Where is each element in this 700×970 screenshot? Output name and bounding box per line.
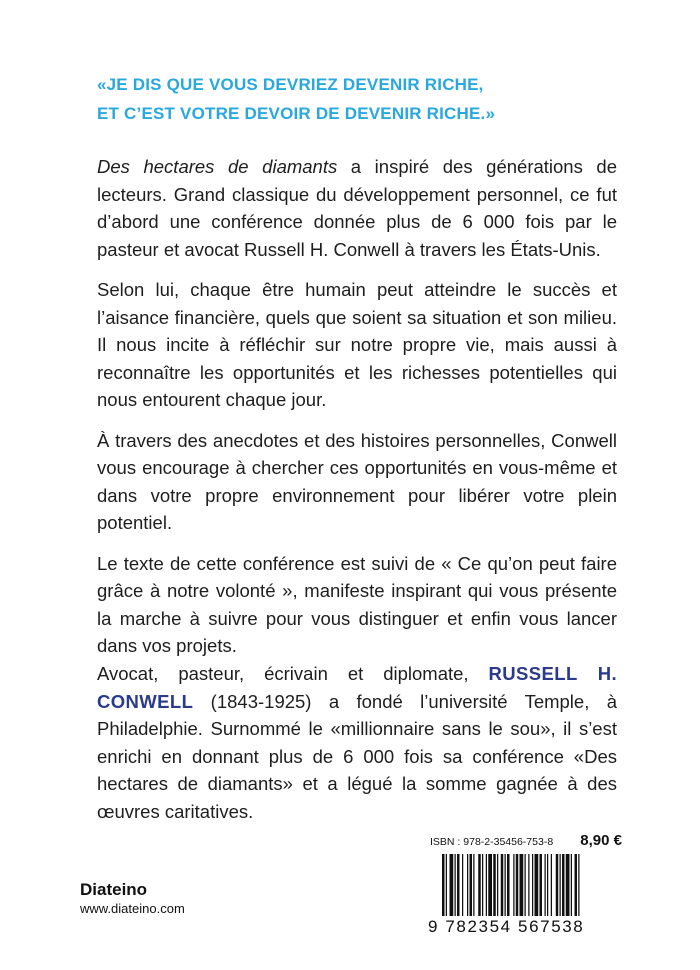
publisher-url[interactable]: www.diateino.com: [80, 901, 185, 916]
barcode-bar: [551, 854, 552, 916]
barcode-bar: [493, 854, 496, 916]
barcode-bar: [505, 854, 506, 916]
isbn-row: [428, 832, 624, 852]
description-paragraph-1: [97, 153, 617, 263]
publisher-name: Diateino: [80, 880, 148, 899]
barcode-bar: [457, 854, 460, 916]
quote-line-1: «JE DIS QUE VOUS DEVRIEZ DEVENIR RICHE,: [97, 75, 484, 94]
barcode-bar: [566, 854, 570, 916]
description-paragraph-1-text: a inspiré des générations de lecteurs. Grand classique du développement personnel, ce fut d’abord une conférence donnée plus de 6 000 fois par le pasteur et avocat Russell H. Conwell à travers les États-Unis.: [97, 156, 617, 260]
barcode-bar: [450, 854, 454, 916]
barcode-bar: [571, 854, 572, 916]
quote-line-2: ET C’EST VOTRE DEVOIR DE DEVENIR RICHE.»: [97, 104, 496, 123]
author-bio-paragraph: [97, 660, 617, 825]
barcode-bar: [486, 854, 487, 916]
barcode-bar: [497, 854, 498, 916]
barcode-bar: [545, 854, 546, 916]
barcode-bar: [482, 854, 483, 916]
barcode-bar: [488, 854, 492, 916]
barcode-bar: [562, 854, 565, 916]
barcode-bar: [525, 854, 526, 916]
barcode-bar: [556, 854, 559, 916]
description-paragraph-3: À travers des anecdotes et des histoires personnelles, Conwell vous encourage à chercher ces opportunités en vous-même et dans votre propre environnement pour libérer votre plein potentiel.: [97, 429, 617, 533]
author-bio-text: (1843-1925) a fondé l’université Temple, à Philadelphie. Surnommé le «millionnaire sans le sou», il s’est enrichi en donnant plus de 6 000 fois sa conférence «Des hectares de diamants» et a légué la somme gagnée à des œuvres caritatives.: [97, 690, 617, 822]
description-paragraph-2: Selon lui, chaque être humain peut atteindre le succès et l’aisance financière, quels que soient sa situation et son milieu. Il nous incite à réfléchir sur notre propre vie, mais aussi à reconnaître les opportunités et les richesses potentielles qui nous entourent chaque jour.: [97, 279, 617, 410]
barcode-bar: [507, 854, 510, 916]
author-name: RUSSELL H. CONWELL: [97, 663, 617, 712]
author-bio: [97, 660, 617, 825]
barcode-bar: [513, 854, 514, 916]
description-paragraph-4: Le texte de cette conférence est suivi de « Ce qu’on peut faire grâce à notre volonté », manifeste inspirant qui vous présente la marche à suivre pour vous distinguer et enfin vous lancer dans vos projets.: [97, 552, 617, 656]
barcode-bar: [547, 854, 548, 916]
barcode-bar: [501, 854, 504, 916]
barcode-icon: [440, 854, 620, 916]
publisher-block: [80, 880, 280, 918]
barcode-bar: [455, 854, 456, 916]
barcode-bar: [532, 854, 533, 916]
barcode-bar: [560, 854, 561, 916]
barcode-bar: [520, 854, 524, 916]
barcode-bar: [473, 854, 474, 916]
description: [97, 153, 617, 673]
isbn-label: ISBN : 978-2-35456-753-8: [430, 836, 554, 848]
pull-quote: [97, 70, 617, 128]
barcode-bar: [540, 854, 543, 916]
price: 8,90 €: [580, 832, 622, 849]
book-title: Des hectares de diamants: [97, 156, 338, 177]
author-bio-intro: Avocat, pasteur, écrivain et diplomate,: [97, 663, 489, 684]
barcode-bar: [516, 854, 519, 916]
barcode-bar: [446, 854, 447, 916]
barcode-bar: [442, 854, 445, 916]
barcode-bar: [575, 854, 578, 916]
barcode-bar: [535, 854, 539, 916]
barcode-bar: [528, 854, 529, 916]
barcode-bar: [467, 854, 468, 916]
barcode-bar: [478, 854, 481, 916]
barcode-bar: [470, 854, 473, 916]
barcode-digits: 9 782354 567538: [428, 917, 585, 936]
barcode-bar: [462, 854, 463, 916]
barcode-block: [428, 832, 624, 940]
barcode-bar: [578, 854, 579, 916]
